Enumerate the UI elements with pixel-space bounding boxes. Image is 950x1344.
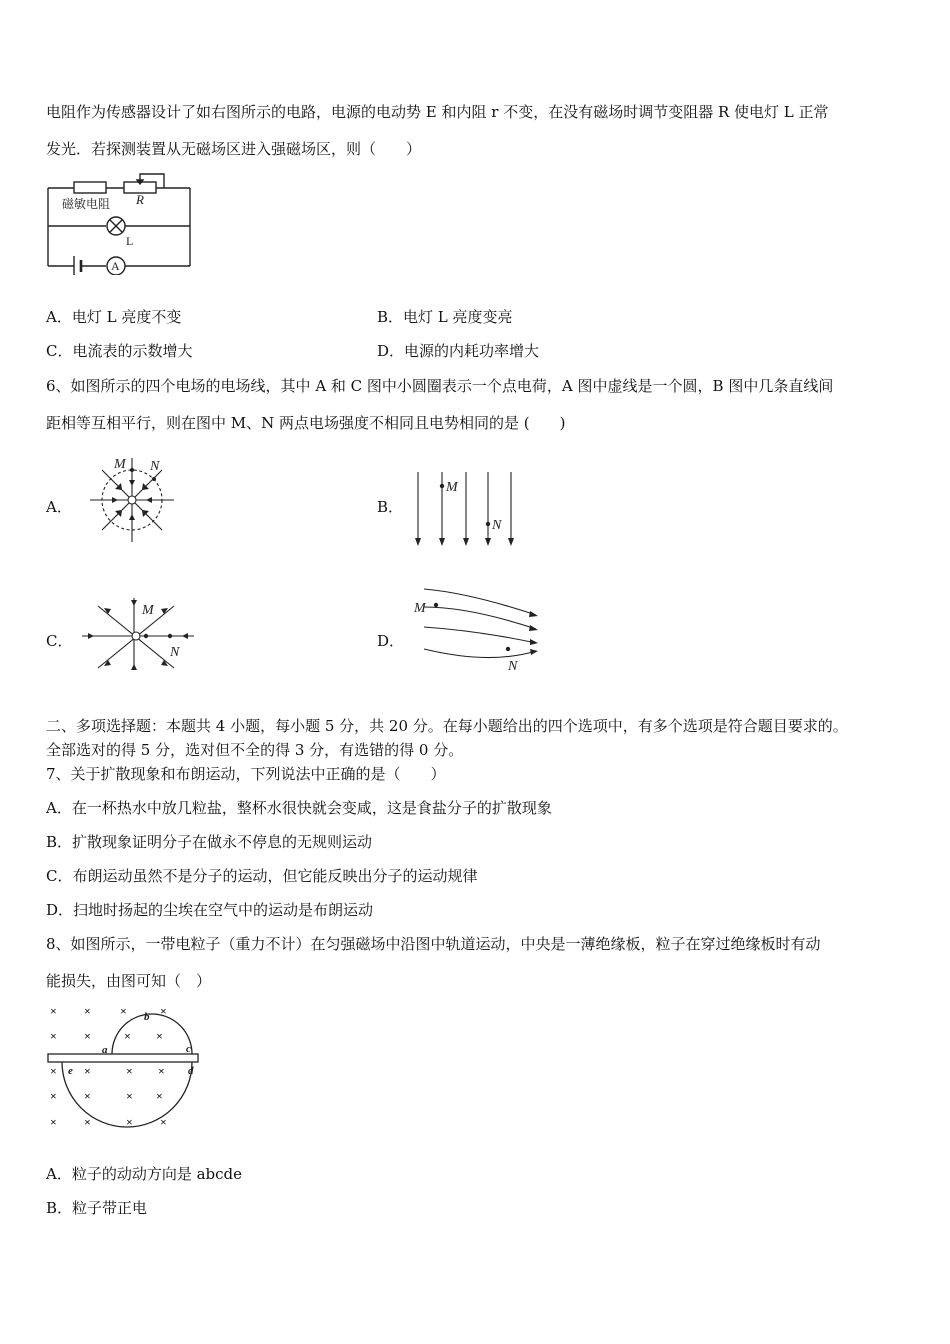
q5-option-b: B．电灯 L 亮度变亮 (377, 308, 513, 326)
q6-option-b-label: B． (377, 498, 404, 516)
point-c-label: c (186, 1043, 191, 1055)
point-charge-icon (132, 632, 140, 640)
point-n-label: N (492, 518, 502, 533)
point-e-label: e (68, 1065, 73, 1077)
field-cross: × (50, 1089, 57, 1103)
q5-option-a: A．电灯 L 亮度不变 (46, 308, 182, 326)
field-cross: × (84, 1029, 91, 1043)
q6-option-d-label: D． (377, 632, 405, 650)
q8-magnetic-field-diagram (44, 1000, 202, 1134)
field-cross: × (50, 1004, 57, 1018)
magnetoresistor-label: 磁敏电阻 (62, 197, 111, 211)
q7-option-c: C．布朗运动虽然不是分子的运动，但它能反映出分子的运动规律 (46, 867, 478, 885)
field-cross: × (50, 1115, 57, 1129)
insulating-plate (48, 1054, 198, 1062)
q8-stem-line1: 8、如图所示，一带电粒子（重力不计）在匀强磁场中沿图中轨道运动，中央是一薄绝缘板，粒子在穿过绝缘板时有动 (46, 935, 821, 953)
section2-instructions-line1: 二、多项选择题：本题共 4 小题，每小题 5 分，共 20 分。在每小题给出的四个选项中，有多个选项是符合题目要求的。 (46, 717, 848, 735)
q6-figure-d (410, 585, 545, 677)
q5-option-c: C．电流表的示数增大 (46, 342, 193, 360)
section2-instructions-line2: 全部选对的得 5 分，选对但不全的得 3 分，有选错的得 0 分。 (46, 741, 464, 759)
field-cross: × (126, 1115, 133, 1129)
point-b-label: b (144, 1011, 150, 1023)
point-a-label: a (102, 1044, 108, 1056)
field-cross: × (84, 1064, 91, 1078)
field-cross: × (156, 1089, 163, 1103)
q8-stem-line2: 能损失，由图可知（ ） (46, 972, 212, 990)
field-cross: × (160, 1004, 167, 1018)
q5-stem-line1: 电阻作为传感器设计了如右图所示的电路，电源的电动势 E 和内阻 r 不变，在没有磁场时调节变阻器 R 使电灯 L 正常 (46, 103, 829, 121)
point-n-label: N (150, 459, 160, 474)
lamp-label: L (126, 234, 134, 248)
point-m-label: M (114, 457, 126, 472)
field-cross: × (84, 1089, 91, 1103)
q7-option-a: A．在一杯热水中放几粒盐，整杯水很快就会变咸，这是食盐分子的扩散现象 (46, 799, 552, 817)
field-cross: × (156, 1029, 163, 1043)
field-cross: × (126, 1089, 133, 1103)
field-cross: × (84, 1115, 91, 1129)
field-cross: × (50, 1029, 57, 1043)
q5-stem-line2: 发光．若探测装置从无磁场区进入强磁场区，则（ ） (46, 140, 422, 158)
q6-option-a-label: A． (46, 498, 72, 516)
point-d-label: d (188, 1065, 194, 1077)
field-cross: × (160, 1115, 167, 1129)
point-m-label: M (446, 480, 458, 495)
field-cross: × (50, 1064, 57, 1078)
q8-option-a: A．粒子的动动方向是 abcde (46, 1165, 243, 1183)
q6-option-c-label: C． (46, 632, 73, 650)
q5-option-d: D．电源的内耗功率增大 (377, 342, 540, 360)
q7-option-d: D．扫地时扬起的尘埃在空气中的运动是布朗运动 (46, 901, 374, 919)
q8-option-b: B．粒子带正电 (46, 1199, 148, 1217)
field-cross: × (124, 1029, 131, 1043)
ammeter-label: A (111, 259, 120, 273)
rheostat-label: R (136, 192, 144, 207)
q6-figure-b (408, 468, 523, 552)
field-cross: × (126, 1064, 133, 1078)
magnetoresistor-symbol (74, 182, 106, 193)
field-cross: × (158, 1064, 165, 1078)
point-m-label: M (142, 603, 154, 618)
point-n-label: N (508, 659, 518, 674)
q7-stem: 7、关于扩散现象和布朗运动，下列说法中正确的是（ ） (46, 765, 446, 783)
q6-stem-line2: 距相等互相平行，则在图中 M、N 两点电场强度不相同且电势相同的是 ( ) (46, 414, 566, 432)
field-cross: × (120, 1004, 127, 1018)
q6-stem-line1: 6、如图所示的四个电场的电场线，其中 A 和 C 图中小圆圈表示一个点电荷，A 图中虚线是一个圆，B 图中几条直线间 (46, 377, 834, 395)
q5-circuit-diagram (44, 170, 196, 275)
field-cross: × (84, 1004, 91, 1018)
point-charge-icon (128, 496, 136, 504)
point-m-label: M (414, 601, 426, 616)
point-n-label: N (170, 645, 180, 660)
q6-figure-a (80, 452, 190, 548)
q6-figure-c (78, 594, 198, 674)
q7-option-b: B．扩散现象证明分子在做永不停息的无规则运动 (46, 833, 373, 851)
